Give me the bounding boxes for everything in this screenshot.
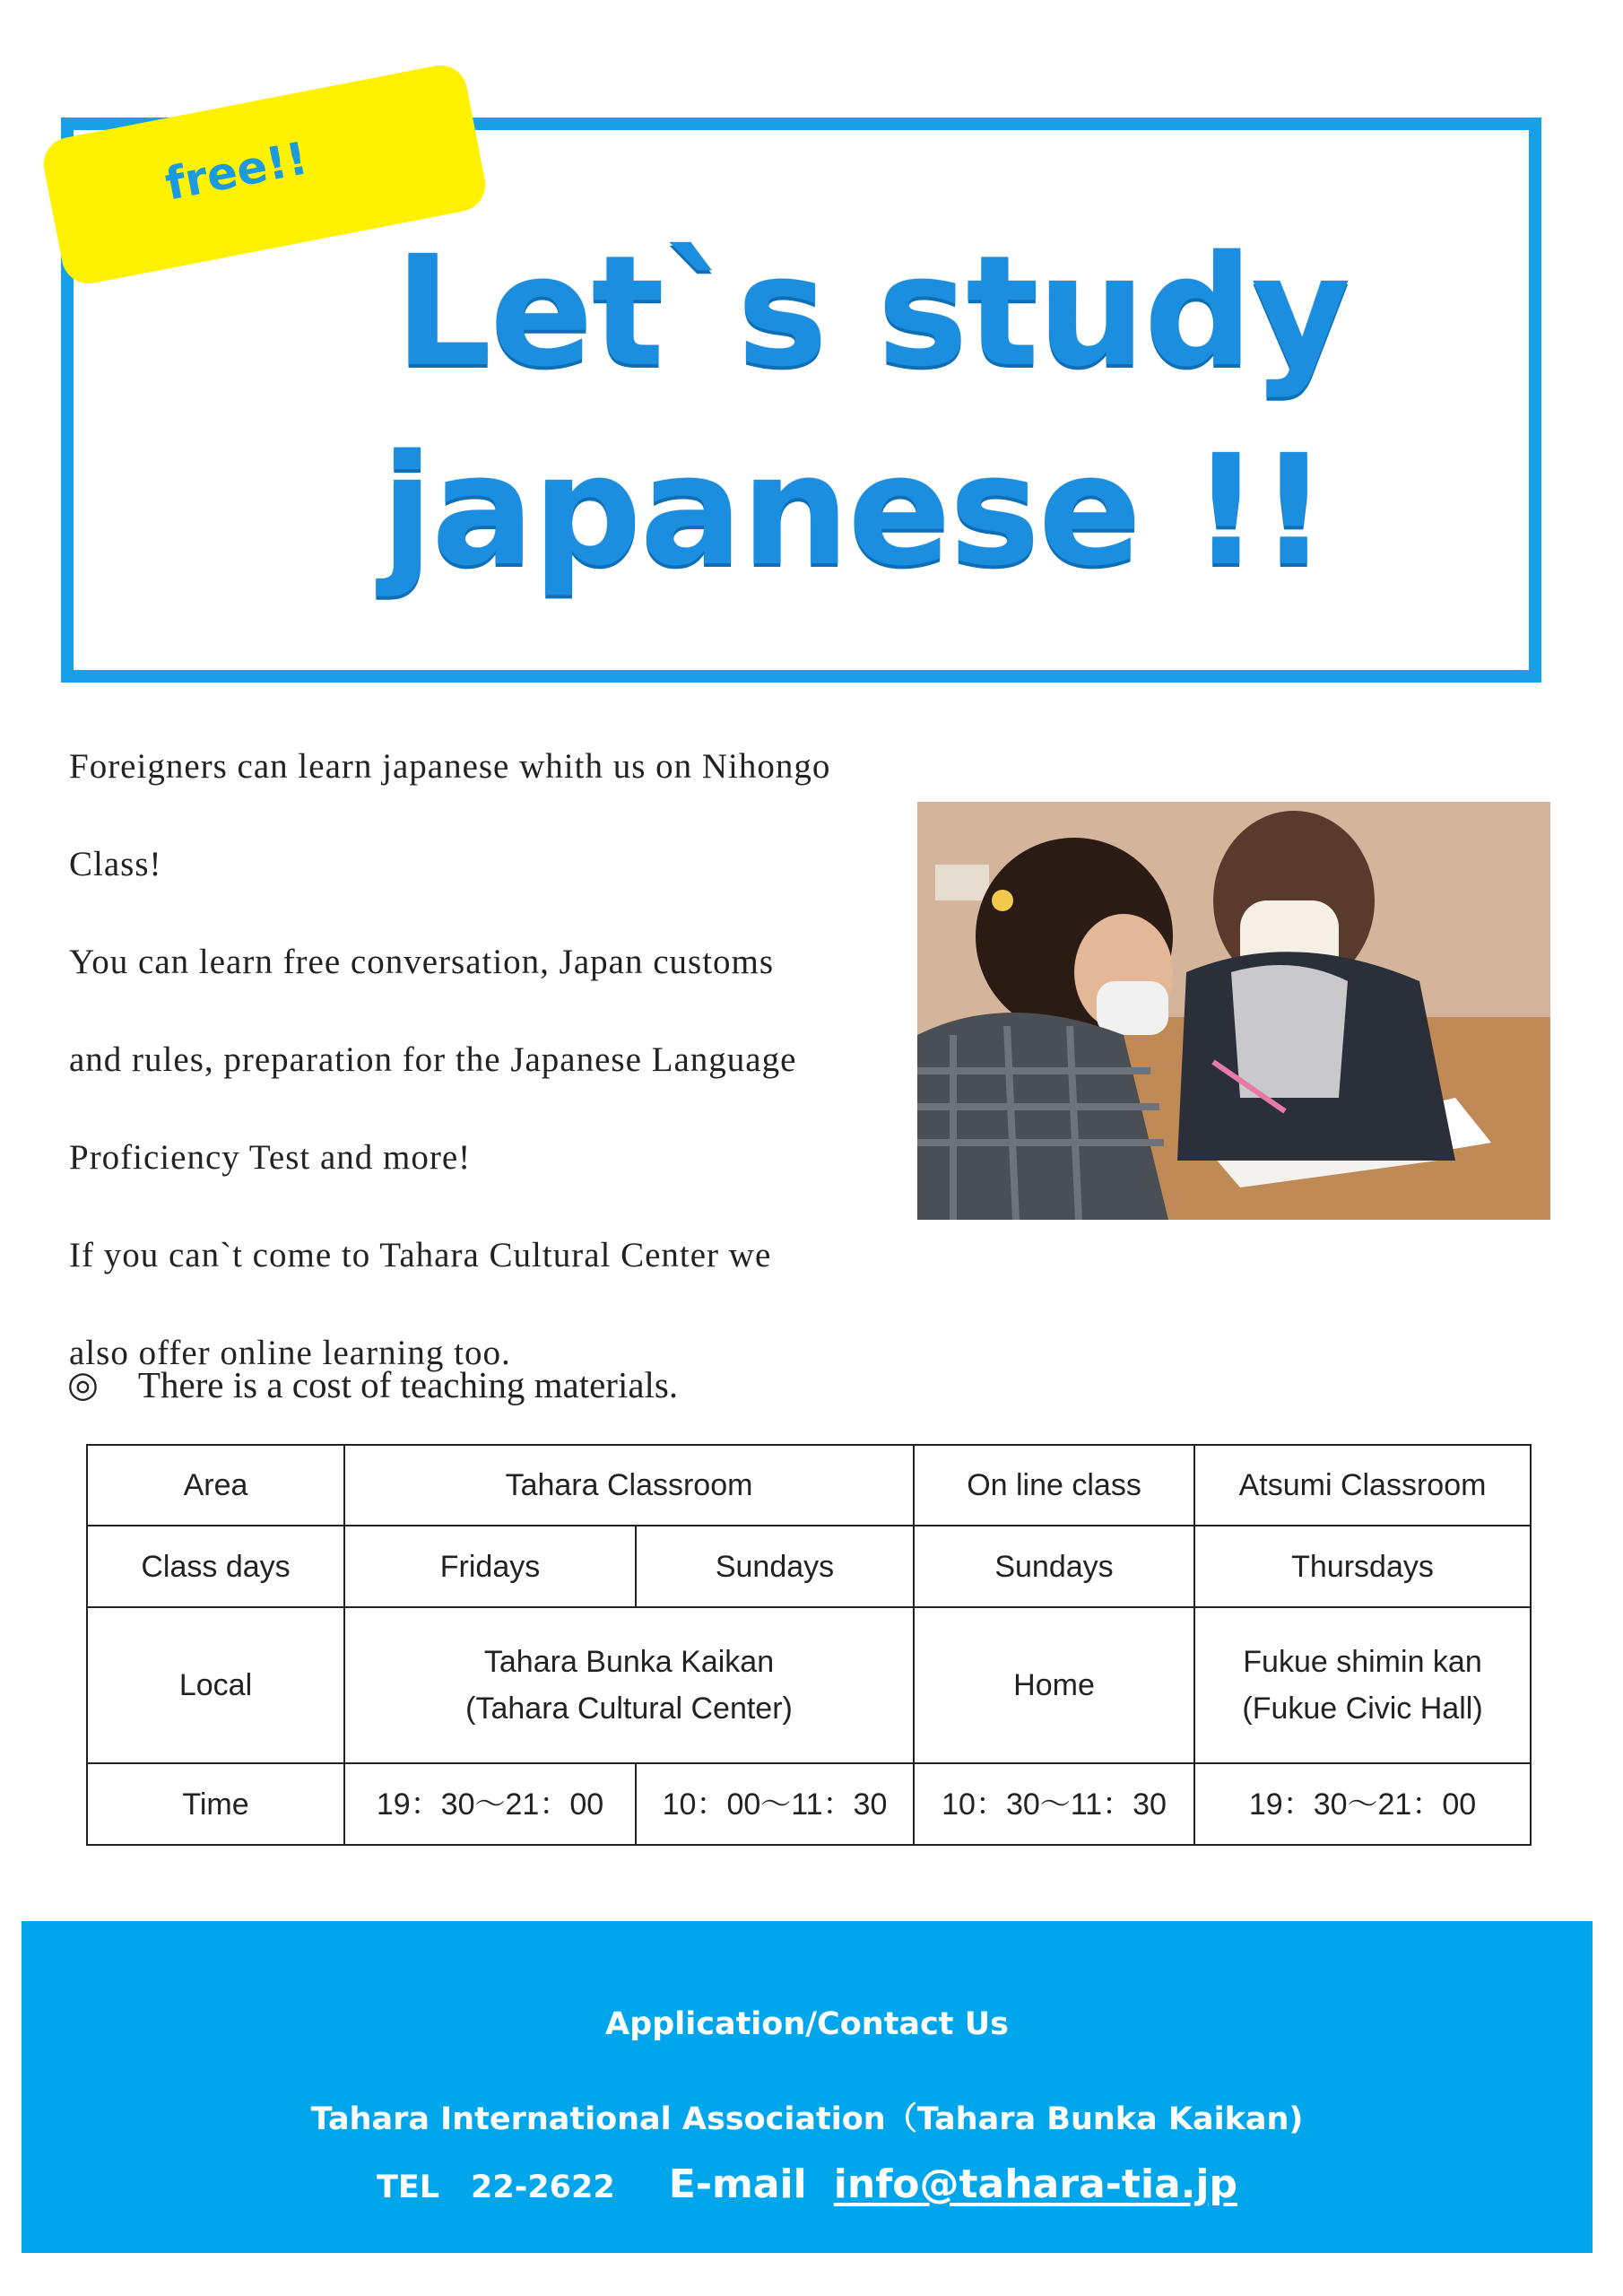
intro-line: You can learn free conversation, Japan customs: [69, 943, 775, 981]
area-header: Area: [87, 1445, 344, 1526]
online-day: Sundays: [914, 1526, 1194, 1606]
tahara-day-1: Fridays: [344, 1526, 636, 1606]
intro-line: Proficiency Test and more!: [69, 1138, 472, 1177]
tahara-day-2: Sundays: [636, 1526, 914, 1606]
cost-note-text: There is a cost of teaching materials.: [137, 1364, 679, 1405]
time-header: Time: [87, 1763, 344, 1845]
page-title-line-2: japanese !!: [381, 422, 1327, 600]
contact-footer: [22, 1921, 1593, 2253]
class-photo: [917, 802, 1550, 1220]
free-badge-label: free!!: [161, 131, 312, 211]
online-local: Home: [914, 1607, 1194, 1764]
atsumi-local-cell: [1194, 1607, 1531, 1764]
contact-organization: Tahara International Association（Tahara Bunka Kaikan): [310, 2101, 1304, 2137]
local-header: Local: [87, 1607, 344, 1764]
email-link[interactable]: info@tahara-tia.jp: [833, 2161, 1238, 2207]
schedule-table: [86, 1444, 1532, 1846]
cost-note: [67, 1363, 678, 1406]
table-row: [87, 1763, 1531, 1845]
tahara-time-2: 10：00～11：30: [636, 1763, 914, 1845]
tahara-time-1: 19：30～21：00: [344, 1763, 636, 1845]
contact-telephone: TEL 22-2622: [376, 2170, 615, 2205]
intro-line: Foreigners can learn japanese whith us on Nihongo Class!: [69, 747, 831, 883]
tahara-local-line-1: Tahara Bunka Kaikan: [483, 1645, 775, 1680]
atsumi-day: Thursdays: [1194, 1526, 1531, 1606]
intro-text: [69, 718, 921, 1402]
table-row: [87, 1445, 1531, 1526]
table-row: [87, 1607, 1531, 1764]
contact-details: [22, 2161, 1593, 2207]
tahara-local-cell: [344, 1607, 914, 1764]
atsumi-local-line-1: Fukue shimin kan: [1243, 1645, 1482, 1680]
atsumi-local-line-2: (Fukue Civic Hall): [1242, 1692, 1483, 1726]
email-label: E-mail: [668, 2161, 807, 2207]
intro-line: also offer online learning too.: [69, 1334, 511, 1372]
tahara-local-line-2: (Tahara Cultural Center): [465, 1692, 793, 1726]
atsumi-time: 19：30～21：00: [1194, 1763, 1531, 1845]
online-class-cell: On line class: [914, 1445, 1194, 1526]
double-circle-icon: ◎: [67, 1364, 99, 1405]
online-time: 10：30～11：30: [914, 1763, 1194, 1845]
contact-heading: Application/Contact Us: [605, 2006, 1009, 2042]
intro-line: If you can`t come to Tahara Cultural Center we: [69, 1236, 772, 1274]
page-title-line-1: Let`s study: [395, 223, 1350, 401]
atsumi-classroom-cell: Atsumi Classroom: [1194, 1445, 1531, 1526]
tahara-classroom-cell: Tahara Classroom: [344, 1445, 914, 1526]
table-row: [87, 1526, 1531, 1606]
intro-line: and rules, preparation for the Japanese Language: [69, 1040, 797, 1079]
class-days-header: Class days: [87, 1526, 344, 1606]
